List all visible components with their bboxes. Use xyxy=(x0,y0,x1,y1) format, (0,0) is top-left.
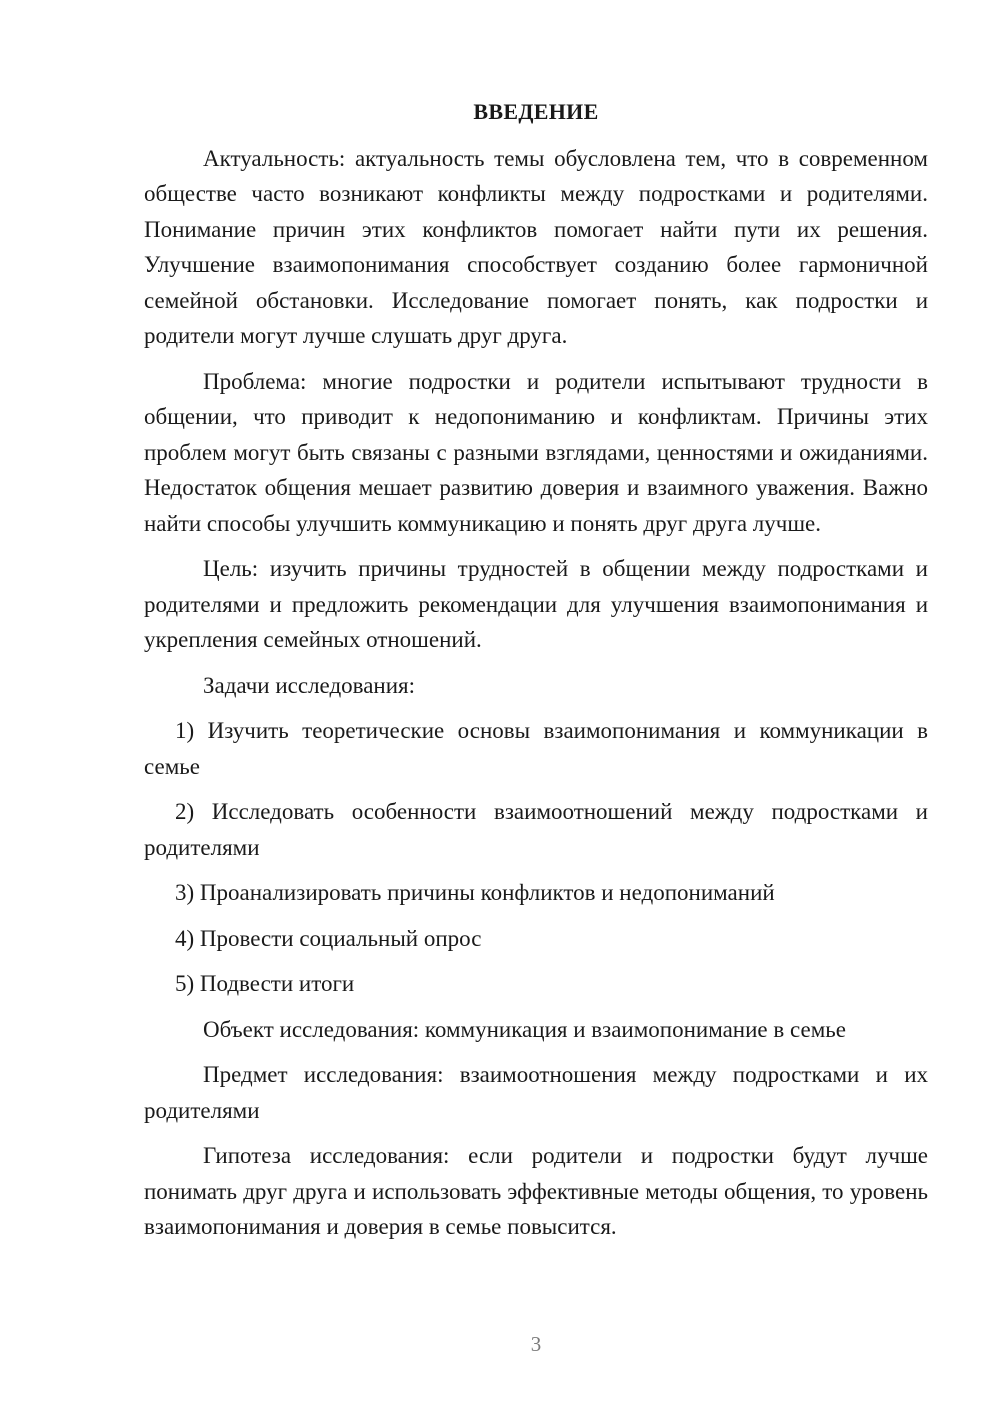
tasks-heading: Задачи исследования: xyxy=(203,672,416,698)
paragraph-problem: Проблема: многие подростки и родители испытывают трудности в общении, что приводит к недопониманию и конфликтам. Причины этих проблем могут быть связаны с разными взглядами, ценностями и ожиданиями. Недостаток общения мешает развитию доверия и взаимного уважения. Важно найти способы улучшить коммуникацию и понять друг друга лучше. xyxy=(144,368,928,536)
task-item-5: 5) Подвести итоги xyxy=(175,971,355,996)
task-item-3: 3) Проанализировать причины конфликтов и недопониманий xyxy=(175,880,775,905)
page-content xyxy=(144,94,928,1255)
paragraph-object: Объект исследования: коммуникация и взаимопонимание в семье xyxy=(203,1016,846,1042)
page-number: 3 xyxy=(530,1332,542,1356)
task-item-4: 4) Провести социальный опрос xyxy=(175,925,482,951)
task-item-2: 2) Исследовать особенности взаимоотношений между подростками и родителями xyxy=(144,799,928,860)
task-item-1: 1) Изучить теоретические основы взаимопонимания и коммуникации в семье xyxy=(144,718,928,779)
paragraph-hypothesis: Гипотеза исследования: если родители и подростки будут лучше понимать друг друга и использовать эффективные методы общения, то уровень взаимопонимания и доверия в семье повысится. xyxy=(144,1143,928,1239)
paragraph-relevance: Актуальность: актуальность темы обусловлена тем, что в современном обществе часто возникают конфликты между подростками и родителями. Понимание причин этих конфликтов помогает найти пути их решения. Улучшение взаимопонимания способствует созданию более гармоничной семейной обстановки. Исследование помогает понять, как подростки и родители могут лучше слушать друг друга. xyxy=(144,145,928,348)
paragraph-subject: Предмет исследования: взаимоотношения между подростками и их родителями xyxy=(144,1062,928,1123)
page-title: ВВЕДЕНИЕ xyxy=(473,99,599,124)
paragraph-goal: Цель: изучить причины трудностей в общении между подростками и родителями и предложить рекомендации для улучшения взаимопонимания и укрепления семейных отношений. xyxy=(144,556,928,652)
